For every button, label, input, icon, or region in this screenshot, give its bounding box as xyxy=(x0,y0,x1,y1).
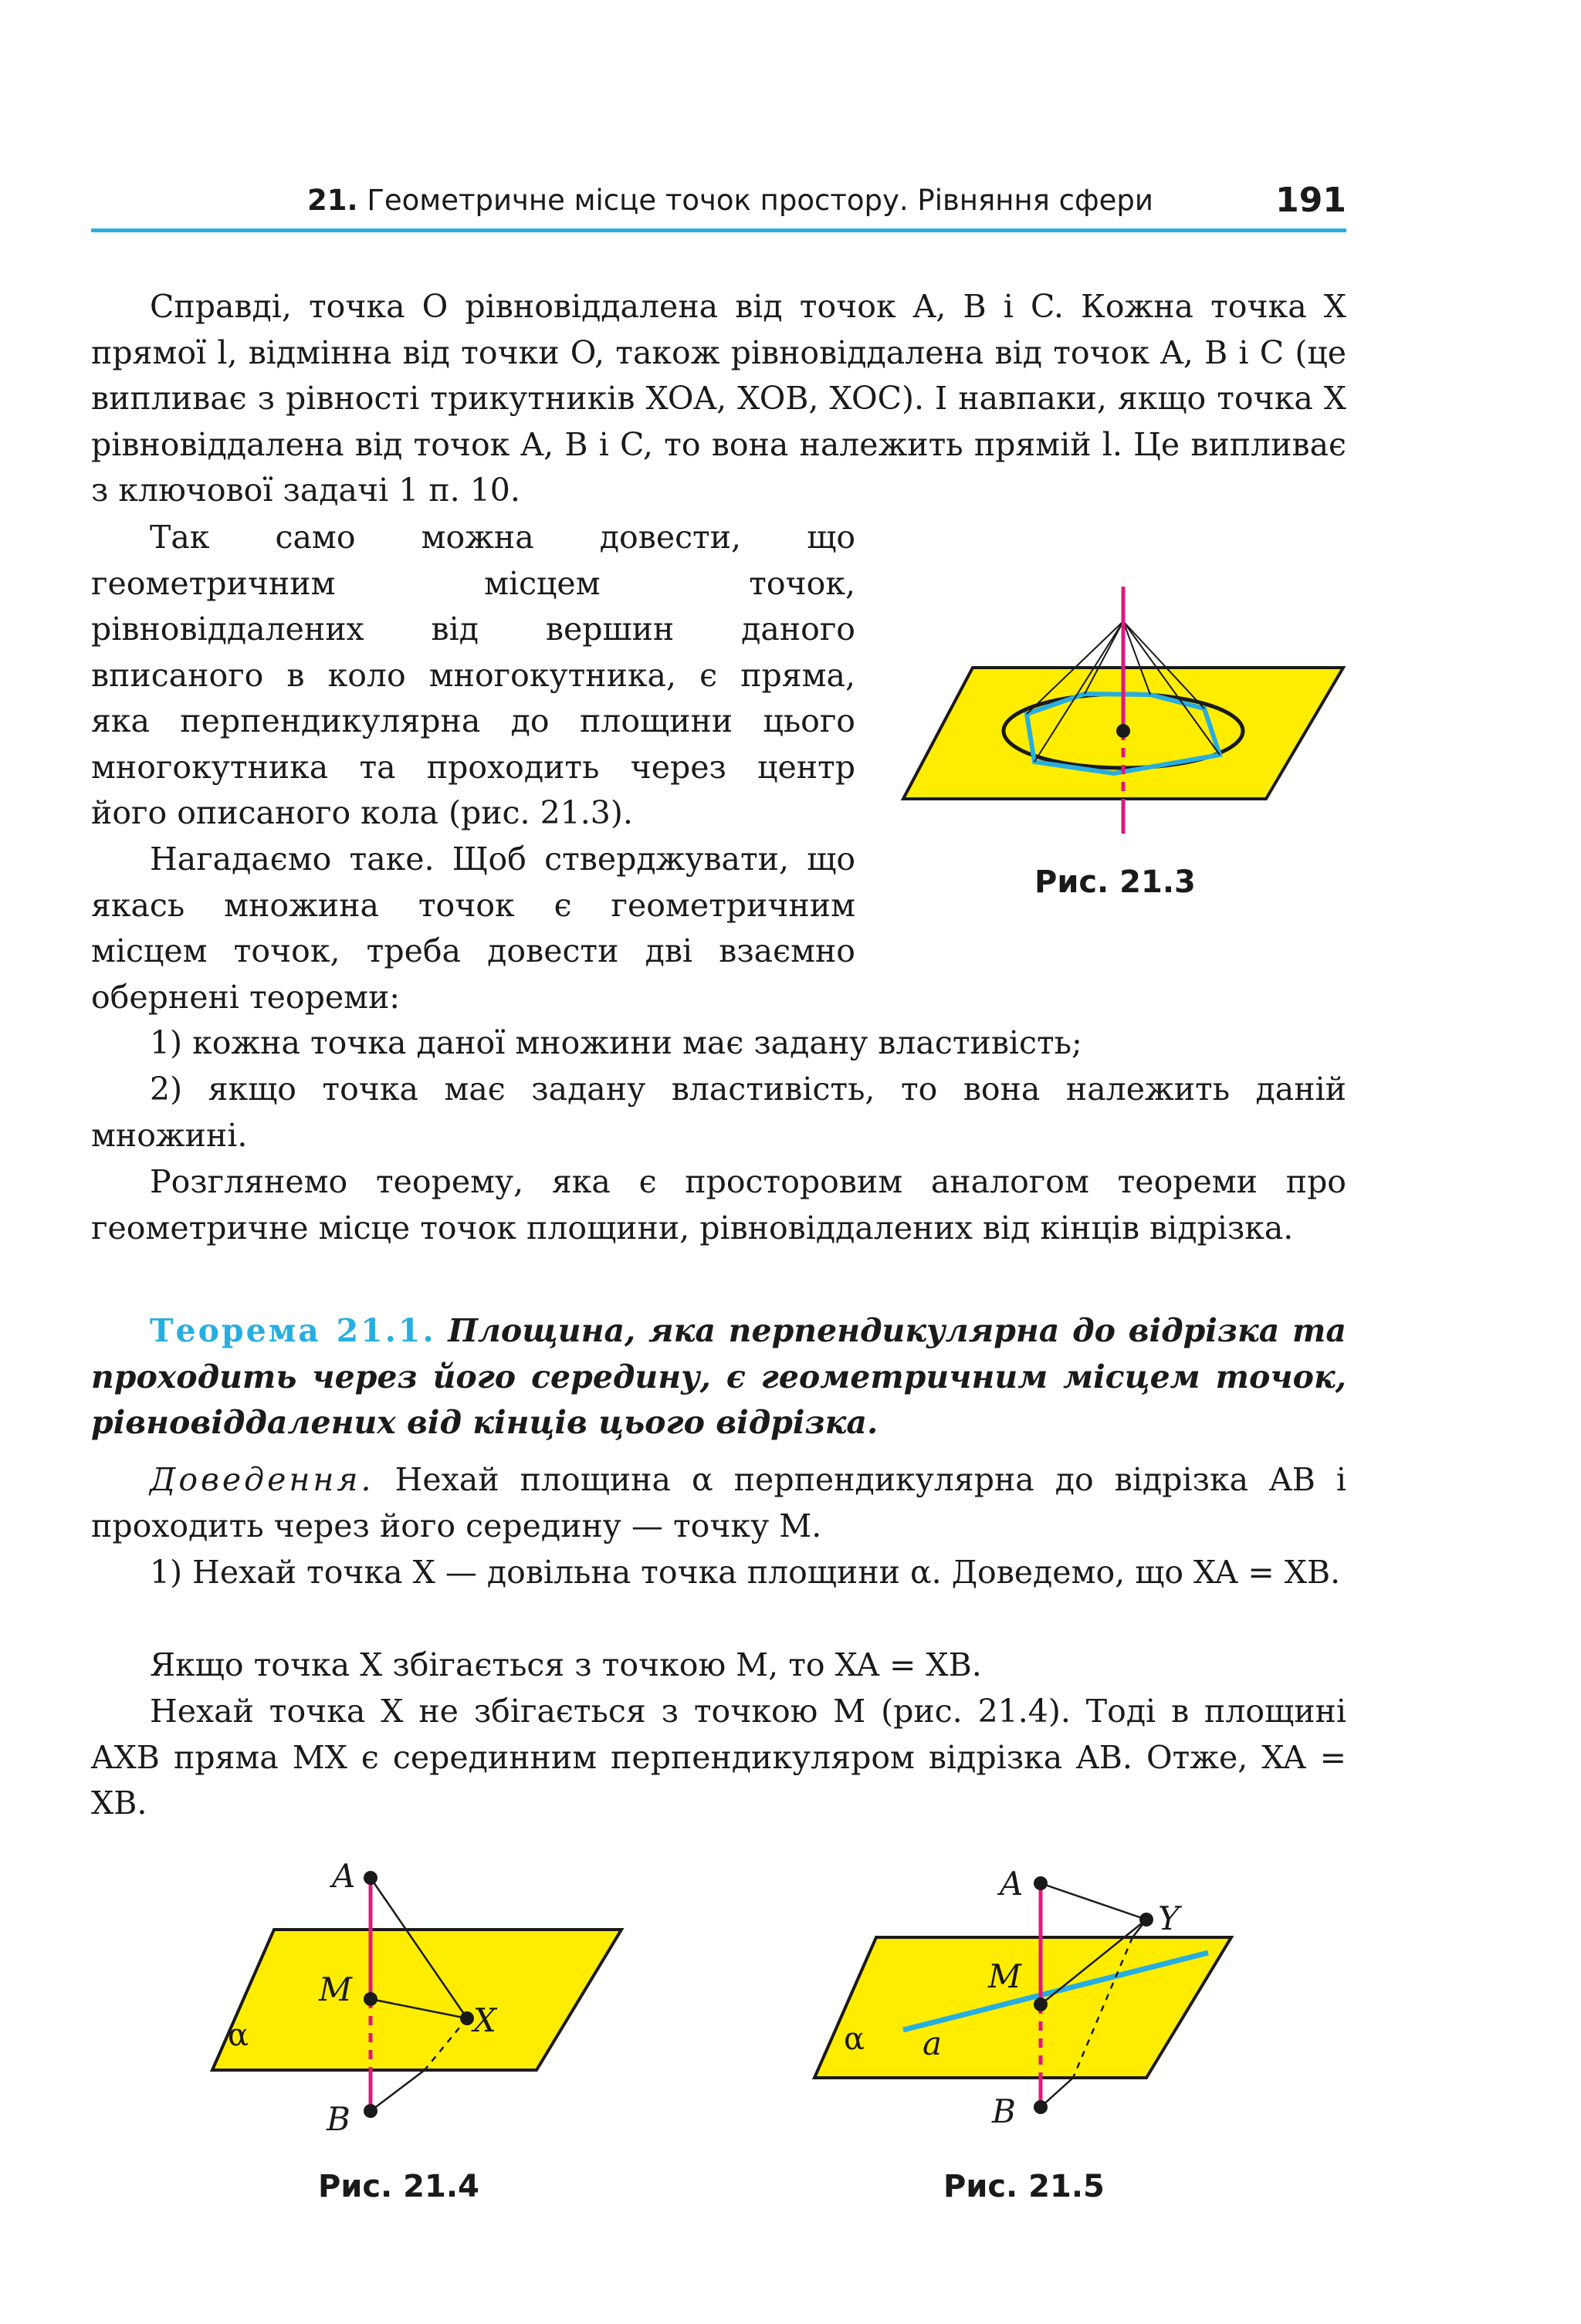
point-B xyxy=(364,2104,377,2118)
segment-AY xyxy=(1041,1883,1146,1920)
label-A: A xyxy=(332,1857,356,1895)
figure-21-4 xyxy=(212,1852,645,2138)
paragraph: Так само можна довести, що геометричним місцем точок, рівновіддалених від вершин даного вписаного в коло многокутника, є пряма, яка перпендикулярна до площини цього многокутника та проходить через центр його описаного кола (рис. 21.3). xyxy=(91,519,855,831)
proof-heading: Доведення. xyxy=(150,1461,374,1498)
point-M xyxy=(1034,1998,1048,2011)
center-point xyxy=(1116,724,1130,738)
page-number: 191 xyxy=(1275,181,1346,220)
point-X xyxy=(460,2011,474,2025)
label-Y: Y xyxy=(1158,1899,1180,1937)
point-A xyxy=(1034,1876,1048,1890)
label-alpha: α xyxy=(844,2021,865,2057)
paragraph: Розглянемо теорему, яка є просторовим аналогом теореми про геометричне місце точок площини, рівновіддалених від кінців відрізка. xyxy=(91,1163,1346,1247)
paragraph: Справді, точка O рівновіддалена від точок A, B і C. Кожна точка X прямої l, відмінна від точки O, також рівновіддалена від точок A, B і C (це випливає з рівності трикутників XOA, XOB, XOC). І навпаки, якщо точка X рівновіддалена від точок A, B і C, то вона належить прямій l. Це випливає з ключової задачі 1 п. 10. xyxy=(91,288,1346,509)
point-B xyxy=(1034,2100,1048,2114)
list-item: 1) кожна точка даної множини має задану властивість; xyxy=(150,1024,1082,1061)
label-M: M xyxy=(319,1970,353,2008)
label-B: B xyxy=(992,2092,1016,2130)
segment-XB xyxy=(371,2070,425,2111)
page-header xyxy=(91,174,1346,232)
point-A xyxy=(364,1871,377,1885)
point-M xyxy=(364,1992,377,2006)
label-M: M xyxy=(988,1957,1022,1995)
figure-21-5 xyxy=(814,1852,1247,2130)
running-title: 21. Геометричне місце точок простору. Рівняння сфери xyxy=(307,184,1153,217)
theorem xyxy=(91,1308,1346,1446)
proof-paragraph: Доведення. Нехай площина α перпендикулярна до відрізка AB і проходить через його середину — точку M. xyxy=(91,1461,1346,1544)
theorem-statement: Площина, яка перпендикулярна до відрізка та проходить через його середину, є геометричним місцем точок, рівновіддалених від кінців цього відрізка. xyxy=(91,1312,1347,1441)
figure-21-3 xyxy=(895,579,1359,841)
proof-paragraph: 1) Нехай точка X — довільна точка площини α. Доведемо, що XA = XB. xyxy=(150,1554,1341,1591)
figure-caption: Рис. 21.5 xyxy=(943,2169,1105,2204)
figure-caption: Рис. 21.3 xyxy=(1034,864,1196,900)
plane-alpha xyxy=(814,1937,1231,2078)
label-A: A xyxy=(1000,1865,1024,1903)
theorem-heading: Теорема 21.1. xyxy=(150,1312,436,1349)
label-alpha: α xyxy=(228,2018,249,2053)
point-Y xyxy=(1139,1913,1153,1927)
paragraph: Нагадаємо таке. Щоб стверджувати, що якась множина точок є геометричним місцем точок, треба довести дві взаємно обернені теореми: xyxy=(91,841,855,1016)
figure-caption: Рис. 21.4 xyxy=(318,2169,479,2204)
label-B: B xyxy=(327,2100,350,2138)
proof-paragraph: Якщо точка X збігається з точкою M, то XA = XB. xyxy=(150,1646,982,1683)
label-X: X xyxy=(473,2001,496,2039)
list-item: 2) якщо точка має задану властивість, то вона належить даній множині. xyxy=(91,1071,1346,1154)
plane-alpha xyxy=(212,1930,621,2070)
label-a: a xyxy=(923,2025,943,2062)
proof-paragraph: Нехай точка X не збігається з точкою M (рис. 21.4). Тоді в площині AXB пряма MX є серединним перпендикуляром відрізка AB. Отже, XA = XB. xyxy=(91,1693,1346,1822)
